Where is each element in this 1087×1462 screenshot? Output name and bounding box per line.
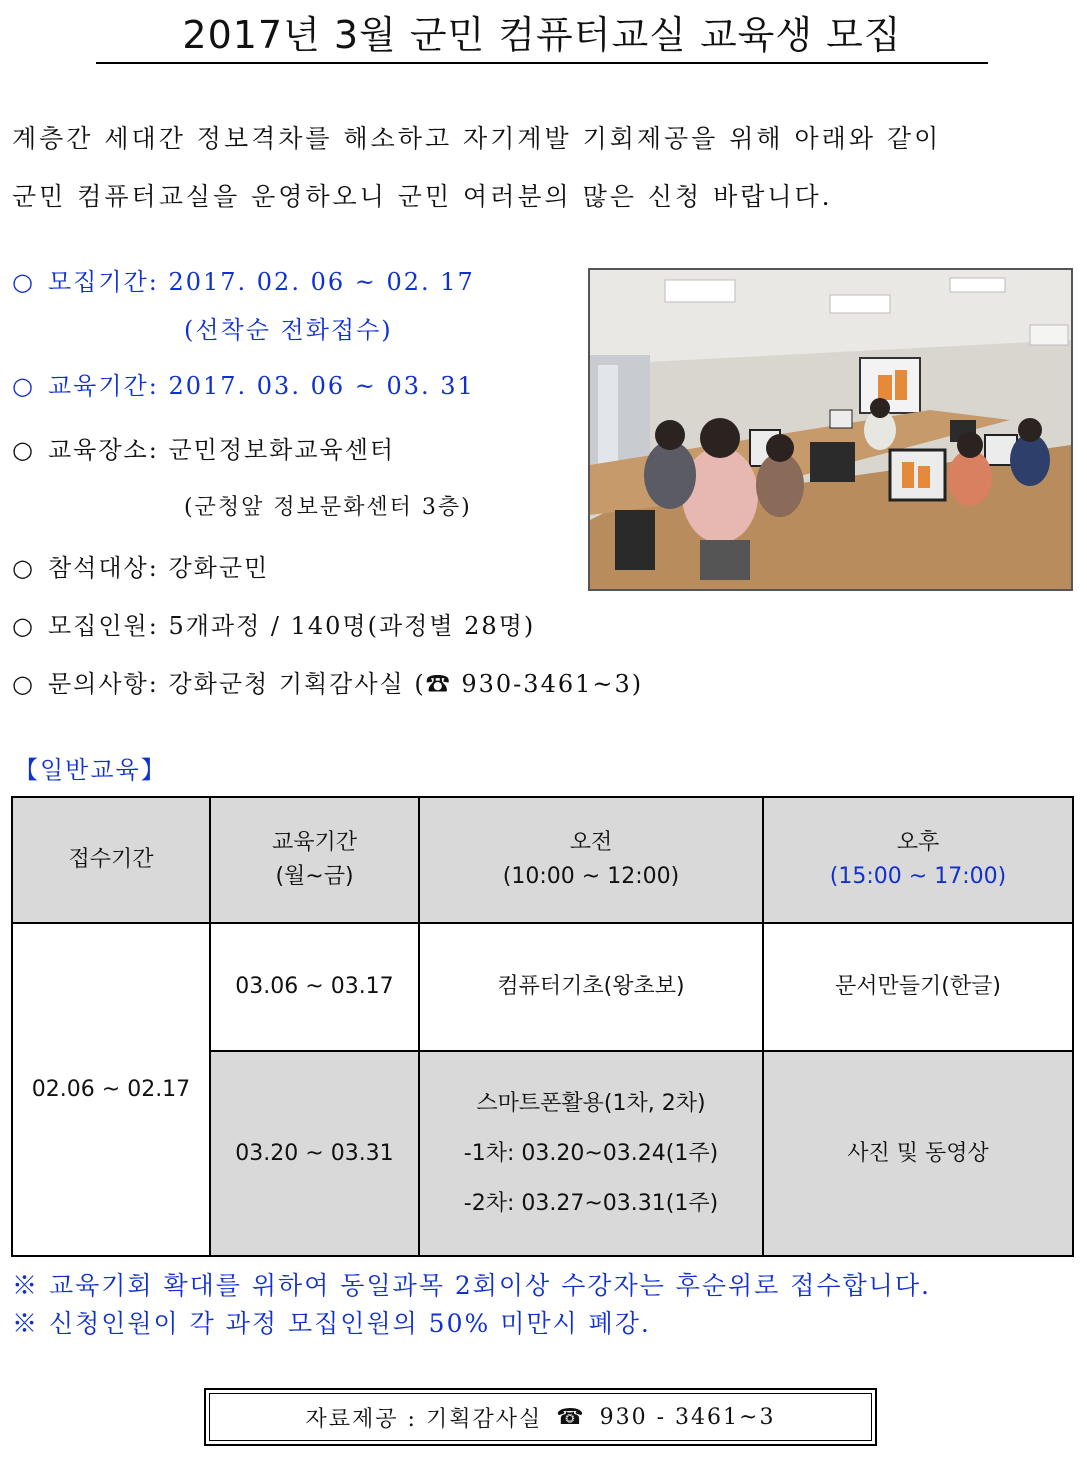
reception-period-cell: 02.06 ~ 02.17	[12, 923, 210, 1256]
note-2: ※ 신청인원이 각 과정 모집인원의 50% 미만시 폐강.	[12, 1309, 651, 1338]
edu-period	[12, 366, 475, 401]
edu-period-text: 교육기간: 2017. 03. 06 ~ 03. 31	[48, 372, 475, 400]
circle-bullet-icon: ○	[12, 268, 35, 296]
table-row	[12, 923, 1073, 1051]
schedule-table	[11, 796, 1074, 1257]
header-edu-period: 교육기간 (월~금)	[210, 797, 419, 923]
target-text: 참석대상: 강화군민	[48, 554, 270, 582]
inquiry-label: 문의사항: 강화군청 기획감사실 (	[48, 670, 426, 698]
capacity-text: 모집인원: 5개과정 / 140명(과정별 28명)	[48, 612, 536, 640]
capacity	[12, 606, 535, 641]
target	[12, 548, 269, 583]
footer-box	[204, 1388, 877, 1446]
circle-bullet-icon: ○	[12, 436, 35, 464]
row1-pm: 문서만들기(한글)	[763, 923, 1073, 1051]
circle-bullet-icon: ○	[12, 670, 35, 698]
header-am: 오전 (10:00 ~ 12:00)	[419, 797, 763, 923]
phone-icon: ☎	[556, 1404, 586, 1430]
note-1: ※ 교육기회 확대를 위하여 동일과목 2회이상 수강자는 후순위로 접수합니다.	[12, 1271, 931, 1300]
edu-place	[12, 430, 395, 465]
row2-pm: 사진 및 동영상	[763, 1051, 1073, 1256]
inquiry-phone: 930-3461~3)	[461, 670, 644, 698]
inquiry	[12, 664, 643, 699]
section-title-general: 【일반교육】	[14, 756, 167, 784]
recruit-note: (선착순 전화접수)	[184, 316, 393, 344]
header-pm: 오후 (15:00 ~ 17:00)	[763, 797, 1073, 923]
circle-bullet-icon: ○	[12, 554, 35, 582]
row2-period: 03.20 ~ 03.31	[210, 1051, 419, 1256]
row2-am: 스마트폰활용(1차, 2차) -1차: 03.20~03.24(1주) -2차: 03.27~03.31(1주)	[419, 1051, 763, 1256]
phone-icon: ☎	[425, 670, 452, 698]
intro-line-1: 계층간 세대간 정보격차를 해소하고 자기계발 기회제공을 위해 아래와 같이	[12, 124, 942, 153]
recruit-period	[12, 262, 475, 297]
edu-place-text: 교육장소: 군민정보화교육센터	[48, 436, 396, 464]
classroom-photo	[588, 268, 1073, 591]
footer-phone: 930 - 3461~3	[599, 1404, 776, 1430]
recruit-period-text: 모집기간: 2017. 02. 06 ~ 02. 17	[48, 268, 475, 296]
table-header-row	[12, 797, 1073, 923]
row1-am: 컴퓨터기초(왕초보)	[419, 923, 763, 1051]
circle-bullet-icon: ○	[12, 612, 35, 640]
circle-bullet-icon: ○	[12, 372, 35, 400]
header-reception: 접수기간	[12, 797, 210, 923]
row1-period: 03.06 ~ 03.17	[210, 923, 419, 1051]
page-title: 2017년 3월 군민 컴퓨터교실 교육생 모집	[96, 8, 988, 64]
intro-line-2: 군민 컴퓨터교실을 운영하오니 군민 여러분의 많은 신청 바랍니다.	[12, 182, 833, 211]
footer-label: 자료제공 : 기획감사실	[305, 1406, 543, 1432]
footer-inner	[209, 1393, 872, 1441]
edu-place-note: (군청앞 정보문화센터 3층)	[184, 495, 472, 520]
intro-paragraph	[12, 110, 1072, 226]
